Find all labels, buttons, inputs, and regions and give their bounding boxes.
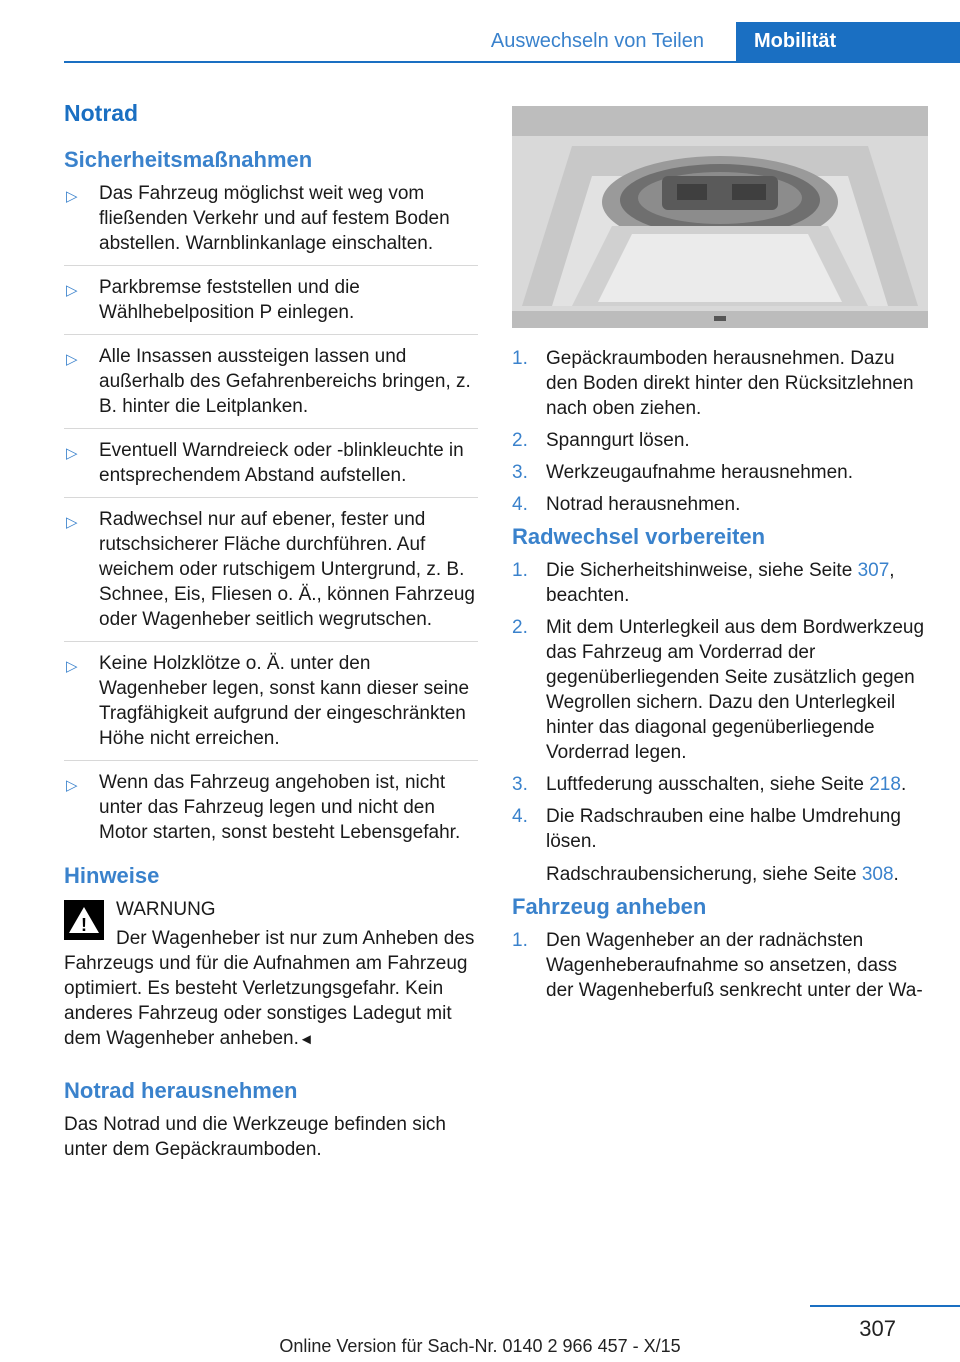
- bullet-triangle-icon: ▷: [66, 514, 78, 531]
- prepare-heading: Radwechsel vorbereiten: [512, 524, 766, 549]
- page-number: 307: [859, 1316, 896, 1341]
- list-item: ▷ Parkbremse feststellen und die Wählhebelposition P einlegen.: [64, 275, 478, 335]
- list-item: ▷ Radwechsel nur auf ebener, fester und rutschsicherer Fläche durchführen. Auf weichem oder rutschigem Untergrund, z. B. Schnee, Eis, Fliesen o. Ä., können Fahrzeug oder Wagenheber seitlich wegrutschen.: [64, 507, 478, 642]
- running-header-chapter-tab: Mobilität: [736, 22, 960, 63]
- page-link-218[interactable]: 218: [869, 774, 901, 795]
- list-item: ▷ Alle Insassen aussteigen lassen und außerhalb des Gefahrenbereichs bringen, z. B. hinter die Leitplanken.: [64, 344, 478, 429]
- bullet-triangle-icon: ▷: [66, 188, 78, 205]
- list-item: ▷ Keine Holzklötze o. Ä. unter den Wagenheber legen, sonst kann dieser seine Tragfähigkeit aufgrund der eingeschränkten Höhe nicht erreichen.: [64, 651, 478, 761]
- left-column: [64, 100, 478, 1162]
- bullet-triangle-icon: ▷: [66, 351, 78, 368]
- header-rule: [64, 61, 960, 63]
- trunk-spare-wheel-photo: [512, 106, 928, 328]
- list-item: 4. Die Radschrauben eine halbe Umdrehung lösen. Radschraubensicherung, siehe Seite 308.: [512, 806, 901, 885]
- warning-label: WARNUNG: [116, 899, 216, 920]
- warning-text: Der Wagenheber ist nur zum Anheben des Fahrzeugs und für die Aufnahmen am Fahrzeug optimiert. Es besteht Verletzungsgefahr. Kein anderes Fahrzeug oder sonstiges Ladegut mit dem Wagenheber anheben.◄: [64, 928, 475, 1049]
- list-item: 4. Notrad herausnehmen.: [512, 494, 741, 515]
- end-mark: ◄: [298, 1031, 314, 1048]
- list-item: 3. Luftfederung ausschalten, siehe Seite 218.: [512, 774, 907, 795]
- warning-triangle-icon: !: [64, 900, 104, 940]
- bullet-triangle-icon: ▷: [66, 658, 78, 675]
- bullet-triangle-icon: ▷: [66, 777, 78, 794]
- list-item: ▷ Das Fahrzeug möglichst weit weg vom fließenden Verkehr und auf festem Boden abstellen. Warnblinkanlage einschalten.: [64, 181, 478, 266]
- list-item: 2. Mit dem Unterlegkeil aus dem Bordwerkzeug das Fahrzeug am Vorderrad der gegenüberliegenden Seite zusätzlich gegen Wegrollen sichern. Dazu den Unterlegkeil hinter das diagonal gegenüberliegende Vorderrad legen.: [512, 617, 925, 763]
- right-column: [512, 100, 928, 1010]
- remove-text: Das Notrad und die Werkzeuge befinden sich unter dem Gepäckraumboden.: [64, 1114, 446, 1160]
- safety-list: [64, 181, 478, 854]
- bullet-triangle-icon: ▷: [66, 445, 78, 462]
- safety-heading: Sicherheitsmaßnahmen: [64, 147, 313, 172]
- list-item: 3. Werkzeugaufnahme herausnehmen.: [512, 462, 854, 483]
- list-item: 1. Gepäckraumboden herausnehmen. Dazu den Boden direkt hinter den Rücksitzlehnen nach oben ziehen.: [512, 348, 914, 419]
- online-version-note: Online Version für Sach-Nr. 0140 2 966 457 - X/15: [279, 1336, 681, 1356]
- lift-steps: [512, 928, 928, 1003]
- hints-heading: Hinweise: [64, 863, 160, 888]
- page-link-308[interactable]: 308: [861, 864, 894, 885]
- list-item: ▷ Eventuell Warndreieck oder -blinkleuchte in entsprechendem Abstand aufstellen.: [64, 438, 478, 498]
- prepare-steps: [512, 558, 928, 887]
- remove-steps: [512, 346, 928, 517]
- lift-heading: Fahrzeug anheben: [512, 894, 707, 919]
- trunk-photo-illustration: [512, 106, 928, 328]
- warning-block: [64, 897, 478, 953]
- page-link-307[interactable]: 307: [857, 560, 890, 581]
- list-item: 2. Spanngurt lösen.: [512, 430, 690, 451]
- running-header-section: Auswechseln von Teilen: [490, 30, 704, 52]
- list-item: ▷ Wenn das Fahrzeug angehoben ist, nicht unter das Fahrzeug legen und nicht den Motor starten, sonst besteht Lebensgefahr.: [66, 772, 461, 843]
- list-item: 1. Die Sicherheitshinweise, siehe Seite 307, beachten.: [512, 560, 895, 606]
- remove-heading: Notrad herausnehmen: [64, 1078, 298, 1103]
- list-item: 1. Den Wagenheber an der radnächsten Wagenheberaufnahme so ansetzen, dass der Wagenheberfuß senkrecht unter der Wa-: [512, 930, 923, 1001]
- footer-rule: [810, 1305, 960, 1307]
- bullet-triangle-icon: ▷: [66, 282, 78, 299]
- page-title: Notrad: [64, 100, 139, 126]
